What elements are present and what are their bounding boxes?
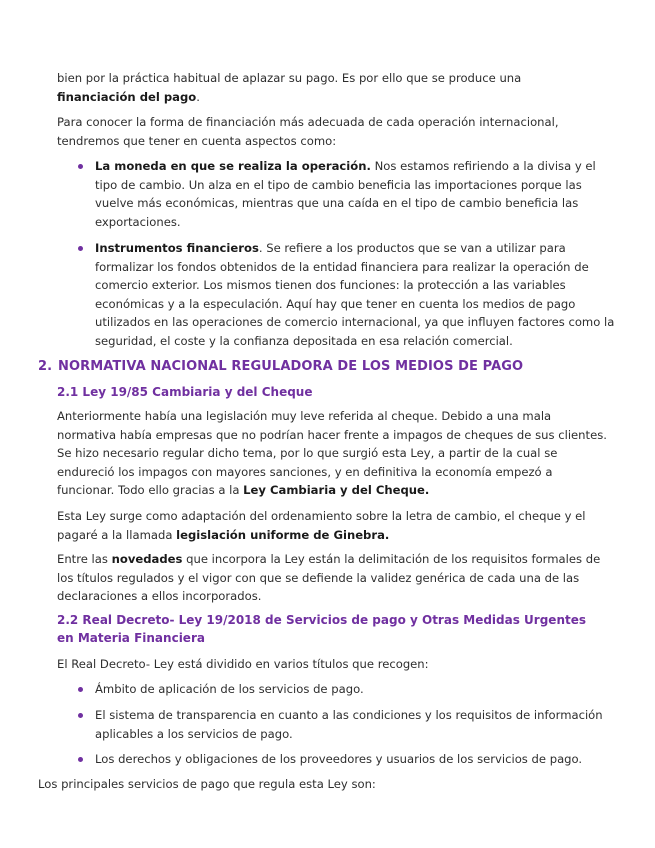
bullet-icon (78, 164, 83, 169)
list-item-text: Nos estamos refiriendo a la divisa y el tipo de cambio. Un alza en el tipo de cambio beneficia las importaciones porque las vuelve más económicas, mientras que una caída en el tipo de cambio beneficia las exportaciones. (95, 159, 596, 229)
bullet-icon (78, 687, 83, 692)
paragraph-bold: legislación uniforme de Ginebra. (176, 527, 390, 542)
paragraph-text: Esta Ley surge como adaptación del ordenamiento sobre la letra de cambio, el cheque y el pagaré a la llamada (57, 509, 586, 542)
novedades-paragraph (57, 550, 613, 606)
list-item (95, 750, 615, 769)
list-item-bold: Instrumentos financieros (95, 241, 259, 255)
forma-paragraph: Para conocer la forma de financiación más adecuada de cada operación internacional, tendremos que tener en cuenta aspectos como: (57, 115, 559, 148)
ley-cambiaria-paragraph (57, 407, 613, 500)
intro-bold: financiación del pago (57, 89, 197, 104)
intro-end: . (196, 89, 200, 104)
bullet-icon (78, 713, 83, 718)
list-item-text: El sistema de transparencia en cuanto a las condiciones y los requisitos de información aplicables a los servicios de pago. (95, 708, 603, 741)
real-decreto-intro: El Real Decreto- Ley está dividido en varios títulos que recogen: (57, 657, 429, 671)
subsection-2-2-heading: 2.2 Real Decreto- Ley 19/2018 de Servicios de pago y Otras Medidas Urgentes en Materia Financiera (57, 613, 587, 645)
bullet-icon (78, 246, 83, 251)
list-item (95, 680, 615, 699)
closing-paragraph: Los principales servicios de pago que regula esta Ley son: (38, 777, 376, 791)
paragraph-bold: novedades (111, 552, 183, 566)
section-title: NORMATIVA NACIONAL REGULADORA DE LOS MEDIOS DE PAGO (58, 359, 524, 374)
section-number: 2. (38, 359, 53, 374)
intro-paragraph (57, 69, 613, 106)
list-item-bold: La moneda en que se realiza la operación. (95, 159, 371, 173)
section-2-heading (38, 358, 618, 377)
list-item-text: Ámbito de aplicación de los servicios de pago. (95, 682, 364, 696)
paragraph-text: que incorpora la Ley están la delimitación de los requisitos formales de los títulos regulados y el vigor con que se defiende la validez genérica de cada una de las declaraciones a ellos incorporados. (57, 552, 601, 604)
ginebra-paragraph (57, 507, 613, 544)
list-item-text: . Se refiere a los productos que se van a utilizar para formalizar los fondos obtenidos de la entidad financiera para realizar la operación de comercio exterior. Los mismos tienen dos funciones: la protección a las variables económicas y a la especulación. Aquí hay que tener en cuenta los medios de pago utilizados en las operaciones de comercio internacional, ya que influyen factores como la seguridad, el coste y la confianza depositada en esa relación comercial. (95, 241, 615, 348)
bullet-icon (78, 757, 83, 762)
intro-text: bien por la práctica habitual de aplazar su pago. Es por ello que se produce una (57, 71, 522, 85)
paragraph-text: Entre las (57, 552, 112, 566)
subsection-2-1-heading: 2.1 Ley 19/85 Cambiaria y del Cheque (57, 385, 313, 399)
list-item (95, 239, 615, 351)
list-item-text: Los derechos y obligaciones de los proveedores y usuarios de los servicios de pago. (95, 752, 583, 766)
paragraph-bold: Ley Cambiaria y del Cheque. (243, 483, 430, 498)
paragraph-text: Anteriormente había una legislación muy leve referida al cheque. Debido a una mala normativa había empresas que no podrían hacer frente a impagos de cheques de sus clientes. Se hizo necesario regular dicho tema, por lo que surgió esta Ley, a partir de la cual se endureció los impagos con mayores sanciones, y en definitiva la economía empezó a funcionar. Todo ello gracias a la (57, 409, 607, 498)
list-item (95, 157, 615, 231)
list-item (95, 706, 615, 743)
